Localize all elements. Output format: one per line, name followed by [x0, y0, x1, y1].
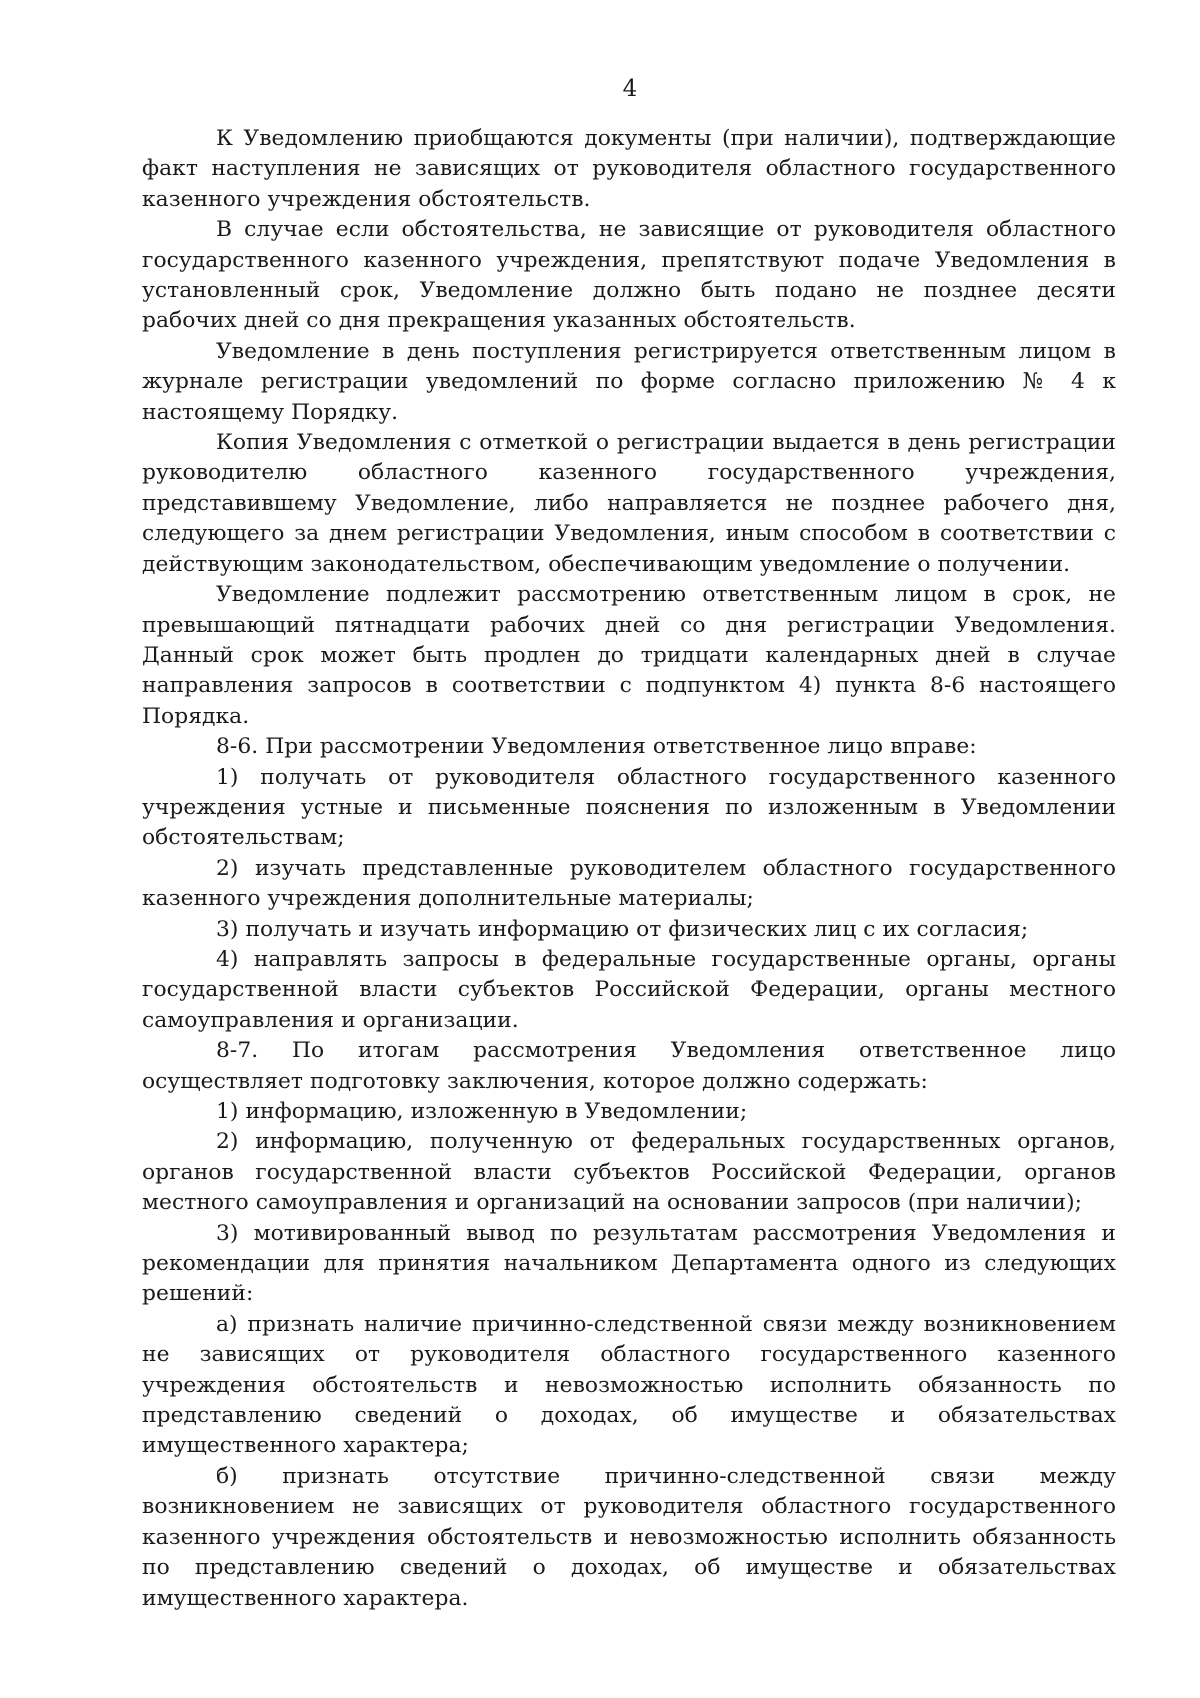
clause-8-6-item-4: 4) направлять запросы в федеральные государственные органы, органы государственной власти субъектов Российской Федерации, органы местного самоуправления и организации.: [142, 946, 1116, 1033]
paragraph-registration: Уведомление в день поступления регистрируется ответственным лицом в журнале регистрации уведомлений по форме согласно приложению № 4 к настоящему Порядку.: [142, 338, 1116, 425]
clause-8-6-item-1: 1) получать от руководителя областного государственного казенного учреждения устные и письменные пояснения по изложенным в Уведомлении обстоятельствам;: [142, 764, 1116, 851]
clause-8-7-heading: 8-7. По итогам рассмотрения Уведомления ответственное лицо осуществляет подготовку заключения, которое должно содержать:: [142, 1038, 1116, 1094]
clause-8-6-item-2: 2) изучать представленные руководителем областного государственного казенного учреждения дополнительные материалы;: [142, 855, 1116, 912]
page-number: 4: [622, 76, 638, 102]
paragraph-deadline-extension: В случае если обстоятельства, не зависящие от руководителя областного государственного казенного учреждения, препятствуют подаче Уведомления в установленный срок, Уведомление должно быть подано не позднее десяти рабочих дней со дня прекращения указанных обстоятельств.: [142, 217, 1116, 334]
clause-8-6-heading: 8-6. При рассмотрении Уведомления ответственное лицо вправе:: [216, 734, 977, 760]
paragraph-attachments: К Уведомлению приобщаются документы (при наличии), подтверждающие факт наступления не зависящих от руководителя областного государственного казенного учреждения обстоятельств.: [142, 126, 1116, 212]
clause-8-7-item-2: 2) информацию, полученную от федеральных государственных органов, органов государственной власти субъектов Российской Федерации, органов местного самоуправления и организаций на основании запросов (при наличии);: [142, 1129, 1116, 1216]
decision-option-b: б) признать отсутствие причинно-следственной связи между возникновением не зависящих от руководителя областного государственного казенного учреждения обстоятельств и невозможностью исполнить обязанность по представлению сведений о доходах, об имуществе и обязательствах имущественного характера.: [142, 1463, 1116, 1611]
clause-8-7-item-3: 3) мотивированный вывод по результатам рассмотрения Уведомления и рекомендации для принятия начальником Департамента одного из следующих решений:: [142, 1220, 1116, 1307]
paragraph-review-term: Уведомление подлежит рассмотрению ответственным лицом в срок, не превышающий пятнадцати рабочих дней со дня регистрации Уведомления. Данный срок может быть продлен до тридцати календарных дней в случае направления запросов в соответствии с подпунктом 4) пункта 8-6 настоящего Порядка.: [142, 582, 1116, 729]
paragraph-copy-issuance: Копия Уведомления с отметкой о регистрации выдается в день регистрации руководителю областного казенного государственного учреждения, представившему Уведомление, либо направляется не позднее рабочего дня, следующего за днем регистрации Уведомления, иным способом в соответствии с действующим законодательством, обеспечивающим уведомление о получении.: [142, 430, 1116, 577]
document-body: [142, 124, 1116, 1614]
clause-8-7-item-1: 1) информацию, изложенную в Уведомлении;: [216, 1099, 748, 1124]
decision-option-a: а) признать наличие причинно-следственной связи между возникновением не зависящих от руководителя областного государственного казенного учреждения обстоятельств и невозможностью исполнить обязанность по представлению сведений о доходах, об имуществе и обязательствах имущественного характера;: [142, 1311, 1116, 1459]
clause-8-6-item-3: 3) получать и изучать информацию от физических лиц с их согласия;: [216, 916, 1029, 942]
